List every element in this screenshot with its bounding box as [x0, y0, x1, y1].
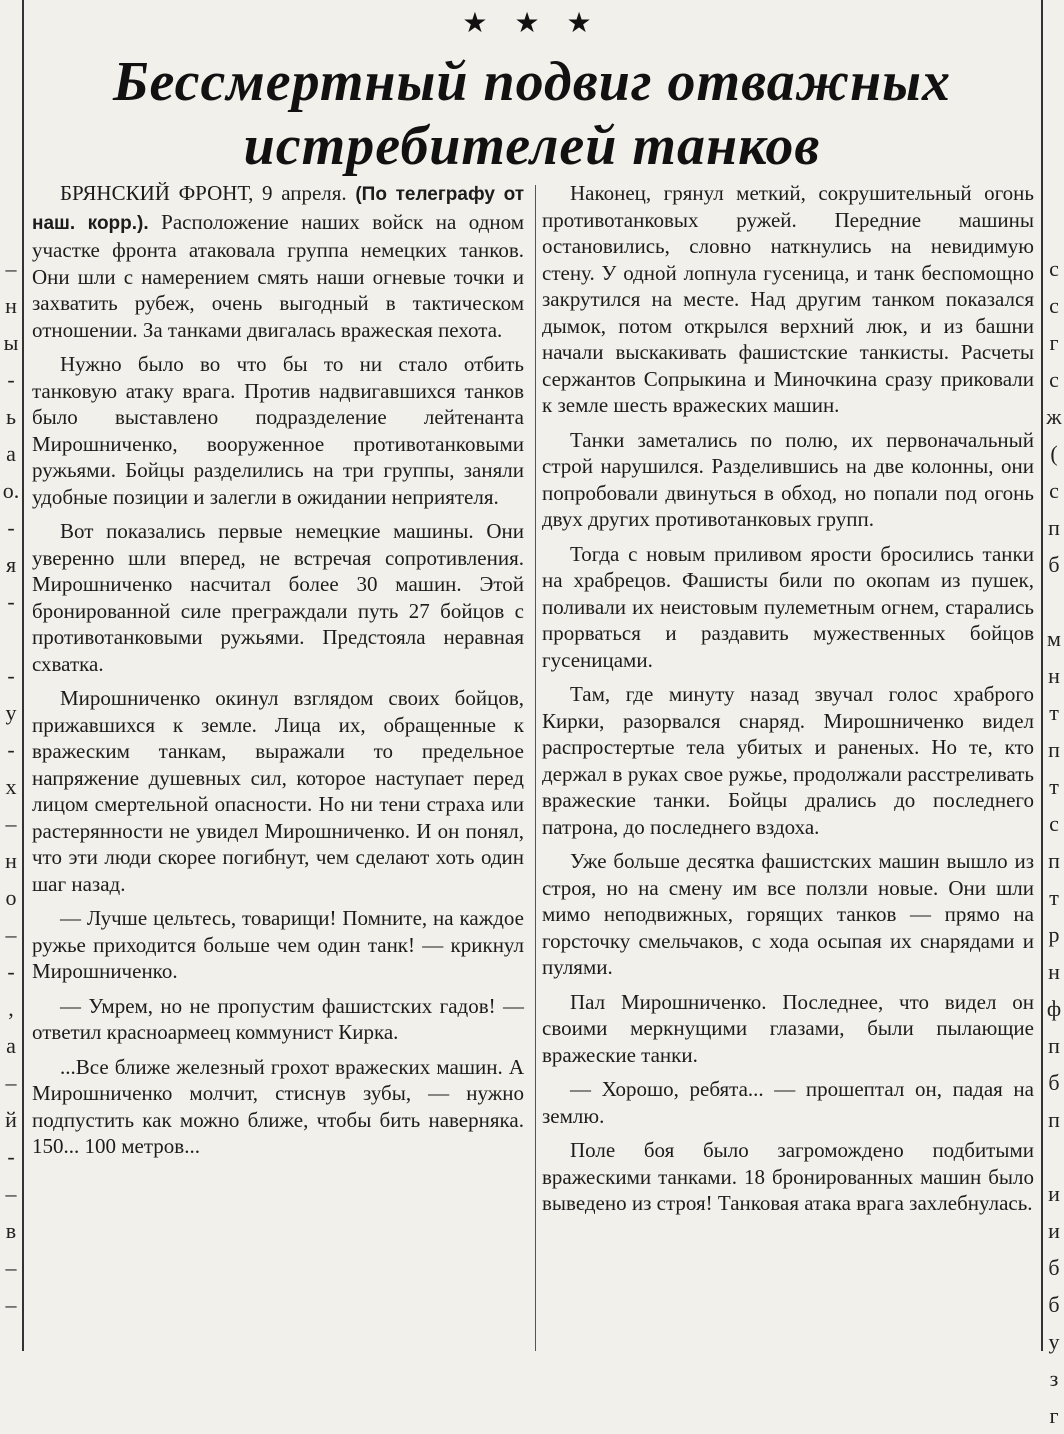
right-margin-fragment: г — [1049, 1403, 1059, 1428]
star-ornament: ★ ★ ★ — [462, 8, 602, 39]
left-margin-fragment: у — [5, 700, 17, 725]
right-margin-fragments — [1045, 250, 1063, 1434]
left-margin-fragment: – — [5, 811, 17, 836]
right-margin-fragment: п — [1048, 1107, 1060, 1132]
paragraph: Наконец, грянул меткий, сокрушительный огонь противотанковых ружей. Передние машины остановились, словно наткнулись на невидимую стену. У одной лопнула гусеница, и танк беспомощно закрутился на месте. Над другим танком показался дымок, потом открылся верхний люк, и из башни начали выскакивать фашистские танкисты. Расчеты сержантов Сопрыкина и Миночкина сразу приковали к земле шесть вражеских машин. — [542, 181, 1034, 417]
right-margin-fragment: у — [1048, 1329, 1060, 1354]
right-margin-fragment: б — [1048, 1255, 1060, 1280]
left-margin-fragment: - — [7, 737, 15, 762]
right-margin-fragment: с — [1049, 478, 1059, 503]
left-margin-fragment: - — [7, 959, 15, 984]
paragraph: Пал Мирошниченко. Последнее, что видел он своими меркнущими глазами, были пылающие вражеские танки. — [542, 989, 1034, 1067]
paragraph: — Умрем, но не пропустим фашистских гадов! — ответил красноармеец коммунист Кирка. — [32, 993, 524, 1044]
left-margin-fragment: – — [5, 922, 17, 947]
left-margin-fragment: – — [5, 1292, 17, 1317]
right-margin-fragment: п — [1048, 1033, 1060, 1058]
left-column-rule — [22, 0, 24, 1351]
lead-text: Расположение наших войск на одном участке фронта атаковала группа немецких танков. Они шли с намерением смять наши огневые точки и захватить рубеж, очень выгодный в тактическом отношении. За танками двигалась вражеская пехота. — [32, 209, 525, 342]
center-column-rule — [535, 185, 536, 1351]
right-margin-fragment: с — [1049, 256, 1059, 281]
left-margin-fragment: н — [5, 848, 17, 873]
left-margin-fragment: , — [8, 996, 14, 1021]
left-margin-fragment: х — [5, 774, 17, 799]
left-margin-fragment: – — [5, 1070, 17, 1095]
dateline: БРЯНСКИЙ ФРОНТ, 9 апреля. — [60, 181, 347, 205]
right-margin-fragment: м — [1047, 626, 1061, 651]
paragraph: Уже больше десятка фашистских машин вышло из строя, но на смену им все ползли новые. Они шли мимо неподвижных, горящих танков — прямо на горсточку смельчаков, с хода осыпая их снарядами и пулями. — [542, 849, 1034, 979]
paragraph: Поле боя было загромождено подбитыми вражескими танками. 18 бронированных машин было выведено из строя! Танковая атака врага захлебнулась. — [542, 1138, 1034, 1215]
article-column-right — [542, 180, 1034, 1225]
paragraph: Тогда с новым приливом ярости бросились танки на храбрецов. Фашисты били по окопам из пушек, поливали их неистовым пулеметным огнем, старались прорваться и раздавить мужественных бойцов гусеницами. — [542, 541, 1034, 672]
left-margin-fragment: й — [5, 1107, 17, 1132]
right-margin-fragment: т — [1049, 774, 1059, 799]
right-margin-fragment: и — [1048, 1218, 1060, 1243]
paragraph: — Хорошо, ребята... — прошептал он, падая на землю. — [542, 1077, 1034, 1128]
right-margin-fragment: н — [1048, 663, 1060, 688]
left-margin-fragment: – — [5, 1255, 17, 1280]
right-margin-fragment: т — [1049, 700, 1059, 725]
left-margin-fragment: - — [7, 367, 15, 392]
left-margin-fragments — [2, 250, 20, 1323]
right-margin-fragment: с — [1049, 367, 1059, 392]
right-margin-fragment: и — [1048, 1181, 1060, 1206]
left-margin-fragment — [2, 620, 20, 657]
left-margin-fragment: – — [5, 256, 17, 281]
right-margin-fragment: с — [1049, 293, 1059, 318]
lead-paragraph — [32, 180, 524, 343]
paragraph: Нужно было во что бы то ни стало отбить танковую атаку врага. Против надвигавшихся танков было выставлено подразделение лейтенанта Мирошниченко, вооруженное противотанковыми ружьями. Бойцы разделились на три группы, заняли удобные позиции и залегли в ожидании неприятеля. — [32, 352, 524, 509]
byline: (По телеграфу от наш. корр.). — [32, 184, 525, 234]
right-margin-fragment: б — [1048, 1292, 1060, 1317]
left-margin-fragment: ь — [5, 404, 17, 429]
right-margin-fragment: б — [1048, 552, 1060, 577]
right-margin-fragment: п — [1048, 515, 1060, 540]
right-margin-fragment: с — [1049, 811, 1059, 836]
right-margin-fragment: п — [1048, 848, 1060, 873]
right-margin-fragment — [1045, 583, 1063, 620]
left-margin-fragment: ы — [3, 330, 19, 355]
headline: Бессмертный подвиг отважных истребителей танков — [112, 51, 951, 177]
left-margin-fragment: о. — [2, 478, 20, 503]
left-margin-fragment: - — [7, 589, 15, 614]
left-margin-fragment: – — [5, 1181, 17, 1206]
right-margin-fragment: ф — [1046, 996, 1062, 1021]
left-margin-fragment: о — [5, 885, 17, 910]
right-margin-fragment: р — [1048, 922, 1060, 947]
paragraph: Вот показались первые немецкие машины. Они уверенно шли вперед, не встречая сопротивления. Мирошниченко насчитал более 30 машин. Этой бронированной силе преграждали путь 27 бойцов с противотанковыми ружьями. Предстояла неравная схватка. — [32, 519, 524, 676]
right-margin-fragment: ж — [1046, 404, 1062, 429]
right-margin-fragment: ( — [1050, 441, 1058, 466]
right-column-rule — [1041, 0, 1043, 1351]
left-margin-fragment: в — [5, 1218, 17, 1243]
right-margin-fragment — [1045, 1138, 1063, 1175]
left-margin-fragment: - — [7, 515, 15, 540]
paragraph: Танки заметались по полю, их первоначальный строй нарушился. Разделившись на две колонны, они попробовали двинуться в обход, но попали под огонь двух других противотанковых групп. — [542, 427, 1034, 531]
right-margin-fragment: г — [1049, 330, 1059, 355]
left-margin-fragment: а — [6, 1033, 16, 1058]
left-margin-fragment: а — [6, 441, 16, 466]
right-margin-fragment: т — [1049, 885, 1059, 910]
right-margin-fragment: б — [1048, 1070, 1060, 1095]
paragraph: Мирошниченко окинул взглядом своих бойцов, прижавшихся к земле. Лица их, обращенные к вражеским танкам, выражали то предельное напряжение душевных сил, которое наступает перед лицом смертельной опасности. Но ни тени страха или растерянности не увидел Мирошниченко. И он понял, что эти люди скорее погибнут, чем сделают хоть один шаг назад. — [32, 686, 524, 896]
left-margin-fragment: - — [7, 663, 15, 688]
right-margin-fragment: п — [1048, 737, 1060, 762]
paragraph: Там, где минуту назад звучал голос храброго Кирки, разорвался снаряд. Мирошниченко видел распростертые тела убитых и раненых. Но те, кто держал в руках свое ружье, продолжали расстреливать вражеские танки. Бойцы дрались до последнего патрона, до последнего вздоха. — [542, 682, 1034, 839]
right-margin-fragment: н — [1048, 959, 1060, 984]
article-column-left — [32, 180, 524, 1168]
paragraph: — Лучше цельтесь, товарищи! Помните, на каждое ружье приходится больше чем один танк! — крикнул Мирошниченко. — [32, 906, 524, 983]
left-margin-fragment: я — [5, 552, 17, 577]
left-margin-fragment: - — [7, 1144, 15, 1169]
left-margin-fragment: н — [5, 293, 17, 318]
right-margin-fragment: з — [1049, 1366, 1059, 1391]
paragraph: ...Все ближе железный грохот вражеских машин. А Мирошниченко молчит, стиснув зубы, — нужно подпустить как можно ближе, чтобы бить наверняка. 150... 100 метров... — [32, 1054, 524, 1158]
